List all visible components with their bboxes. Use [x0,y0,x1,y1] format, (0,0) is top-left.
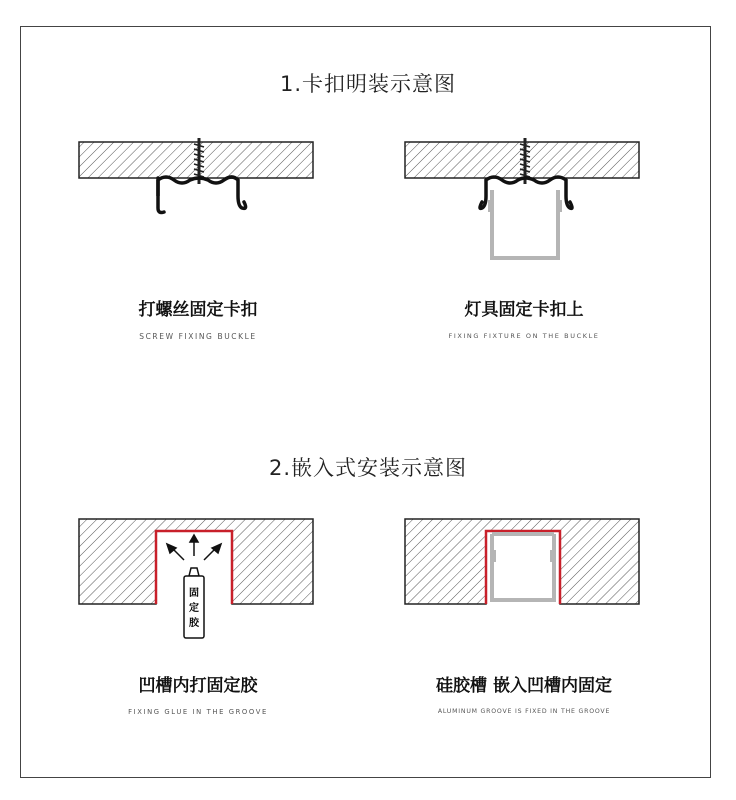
tube-label-3: 胶 [189,618,199,629]
caption-glue-groove: 凹槽内打固定胶 [138,676,258,696]
buckle-clip [158,177,246,213]
tube-label-2: 定 [189,603,199,614]
caption-fixture-buckle: 灯具固定卡扣上 [464,300,584,320]
caption-screw-buckle: 打螺丝固定卡扣 [138,300,258,320]
profile-in-groove-diagram [404,518,644,618]
subtitle-screw-buckle: SCREW FIXING BUCKLE [139,332,257,341]
subtitle-glue-groove: FIXING GLUE IN THE GROOVE [128,708,268,716]
aluminum-profile [492,190,558,258]
section2-title: 2.嵌入式安装示意图 [268,456,468,480]
aluminum-profile [492,534,554,600]
screw-buckle-diagram [78,138,318,218]
silicone-line [486,531,560,604]
arrow-icon [167,535,221,560]
glue-groove-diagram [78,518,318,648]
subtitle-profile-groove: ALUMINUM GROOVE IS FIXED IN THE GROOVE [437,708,611,715]
caption-profile-groove: 硅胶槽 嵌入凹槽内固定 [436,676,612,696]
tube-label-1: 固 [189,588,199,599]
subtitle-fixture-buckle: FIXING FIXTURE ON THE BUCKLE [448,332,600,340]
section1-title: 1.卡扣明装示意图 [279,72,457,96]
fixture-on-buckle-diagram [404,138,644,268]
